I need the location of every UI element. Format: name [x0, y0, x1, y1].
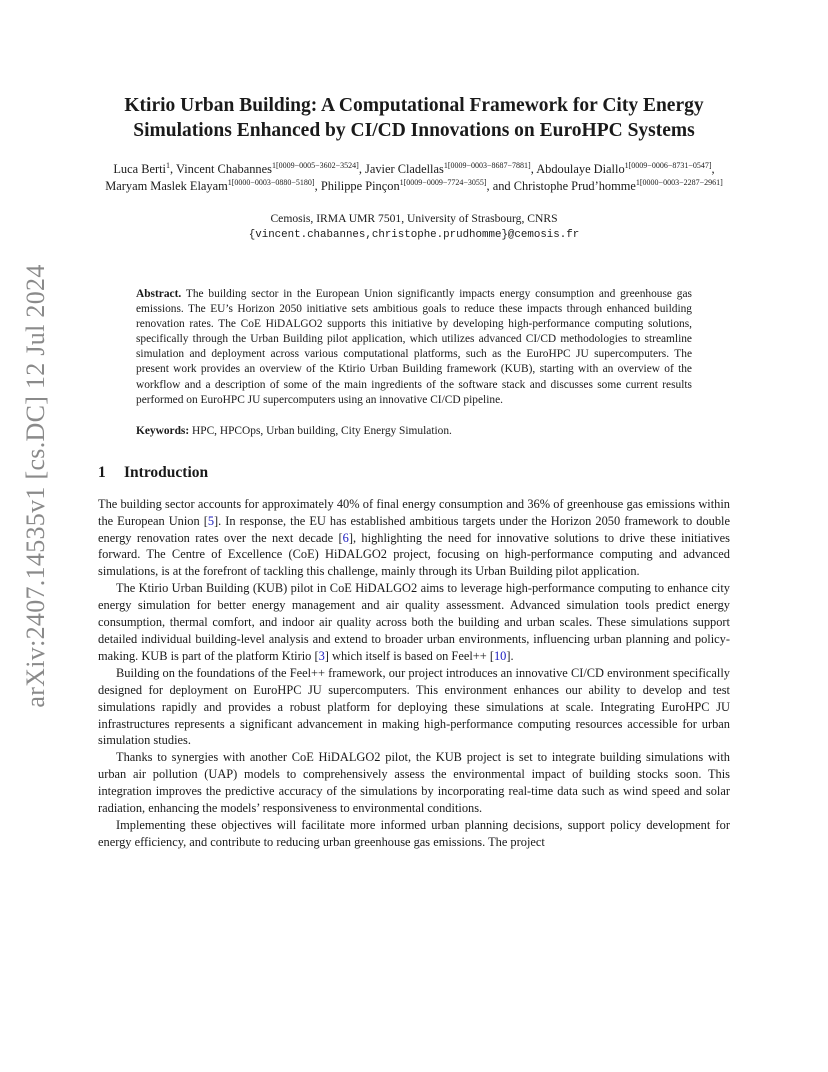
citation-link[interactable]: 3: [318, 648, 325, 663]
author-orcid: 1: [166, 161, 170, 170]
author-separator: ,: [711, 162, 715, 176]
section-body: [98, 496, 730, 851]
abstract-label: Abstract.: [136, 288, 182, 300]
paragraph: [98, 580, 730, 665]
paragraph-text: Implementing these objectives will facilitate more informed urban planning decisions, support policy development for energy efficiency, and contribute to reducing urban greenhouse gas emissions. The project: [98, 817, 730, 849]
paper-title: Ktirio Urban Building: A Computational Framework for City Energy Simulations Enhanced by CI/CD Innovations on EuroHPC Systems: [124, 95, 704, 141]
author-separator: , and: [486, 179, 514, 193]
author-separator: ,: [314, 179, 321, 193]
author-name: Maryam Maslek Elayam: [105, 179, 228, 193]
affiliation-block: [98, 211, 730, 243]
author-name: Abdoulaye Diallo: [536, 162, 625, 176]
author-separator: ,: [170, 162, 176, 176]
keywords-text: HPC, HPCOps, Urban building, City Energy Simulation.: [192, 424, 452, 437]
paragraph-text: ] which itself is based on Feel++ [: [324, 648, 494, 663]
contact-email: {vincent.chabannes,christophe.prudhomme}@cemosis.fr: [248, 229, 580, 241]
author-orcid: 1[0000−0003−2287−2961]: [635, 178, 723, 187]
author-list: [98, 161, 730, 195]
author-orcid: 1[0009−0006−8731−0547]: [624, 161, 712, 170]
author-name: Vincent Chabannes: [175, 162, 272, 176]
author-separator: ,: [358, 162, 366, 176]
author-orcid: 1[0009−0003−8687−7881]: [443, 161, 531, 170]
author-separator: ,: [530, 162, 537, 176]
paragraph-text: The Ktirio Urban Building (KUB) pilot in CoE HiDALGO2 aims to leverage high-performance computing to enhance city energy simulation for better energy management and air quality assessment. Advanced simulation tools predict energy consumption, thermal comfort, and indoor air quality across both the building and urban scales. These simulations support detailed individual building-level analysis and extend to broader urban environments, influencing urban planning and policy-making. KUB is part of the platform Ktirio [: [98, 581, 730, 663]
paragraph-text: The building sector accounts for approximately 40% of final energy consumption and 36% of greenhouse gas emissions within the European Union [: [98, 496, 730, 528]
citation-link[interactable]: 5: [207, 513, 215, 528]
author-orcid: 1[0009−0009−7724−3055]: [399, 178, 487, 187]
author-name: Christophe Prud’homme: [513, 179, 636, 193]
paragraph: [98, 749, 730, 817]
arxiv-sidebar: [20, 264, 52, 708]
author-name: Luca Berti: [113, 162, 166, 176]
paragraph: [98, 817, 730, 851]
keywords-label: Keywords:: [136, 424, 190, 437]
affiliation: Cemosis, IRMA UMR 7501, University of Strasbourg, CNRS: [270, 212, 558, 225]
paragraph-text: ].: [506, 648, 514, 663]
paragraph-text: ], highlighting the need for innovative solutions to drive these initiatives forward. The Centre of Excellence (CoE) HiDALGO2 project, focusing on high-performance computing and advanced simulations, is at the forefront of tackling this challenge, mainly through its Urban Building pilot application.: [98, 530, 730, 579]
author-orcid: 1[0009−0005−3602−3524]: [271, 161, 359, 170]
paragraph-text: Thanks to synergies with another CoE HiDALGO2 pilot, the KUB project is set to integrate building simulations with urban air pollution (UAP) models to comprehensively assess the environmental impact of building stocks soon. This integration improves the predictive accuracy of the simulations by incorporating real-time data such as wind speed and solar radiation, enhancing the models’ responsiveness to environmental conditions.: [98, 750, 730, 816]
author-name: Philippe Pinçon: [320, 179, 400, 193]
paragraph: [98, 665, 730, 750]
arxiv-identifier: arXiv:2407.14535v1 [cs.DC] 12 Jul 2024: [21, 264, 50, 708]
paper-page: [98, 94, 730, 851]
paragraph-text: Building on the foundations of the Feel++ framework, our project introduces an innovative CI/CD environment specifically designed for deployment on EuroHPC JU supercomputers. This environment enhances our ability to develop and test simulations rapidly and provides a robust platform for deploying these simulations at scale. Integrating EuroHPC JU infrastructures represents a significant advancement in making high-performance computing resources accessible for urban simulation studies.: [98, 665, 730, 748]
paragraph-text: ]. In response, the EU has established ambitious targets under the Horizon 2050 framework to double energy renovation rates over the next decade [: [98, 513, 730, 545]
abstract-text: The building sector in the European Union significantly impacts energy consumption and greenhouse gas emissions. The EU’s Horizon 2050 initiative sets ambitious goals to reduce these impacts through enhanced building renovation rates. The CoE HiDALGO2 supports this initiative by developing high-performance computing solutions, specifically through the Urban Building pilot application, which utilizes advanced CI/CD methodologies to streamline simulation and deployment across various computational platforms, such as the EuroHPC JU supercomputers. The present work provides an overview of the Ktirio Urban Building framework (KUB), starting with an overview of the workflow and a description of some of the main ingredients of the software stack and discusses some current results performed on EuroHPC JU supercomputers using an innovative CI/CD pipeline.: [136, 288, 692, 406]
citation-link[interactable]: 6: [342, 530, 349, 545]
citation-link[interactable]: 10: [493, 648, 507, 663]
section-heading: [98, 464, 730, 482]
author-name: Javier Cladellas: [365, 162, 444, 176]
author-orcid: 1[0000−0003−0880−5180]: [227, 178, 315, 187]
section-number: 1: [98, 463, 106, 481]
paragraph: [98, 496, 730, 581]
section-title: Introduction: [124, 463, 209, 481]
keywords: [136, 424, 692, 439]
abstract: [136, 287, 692, 408]
